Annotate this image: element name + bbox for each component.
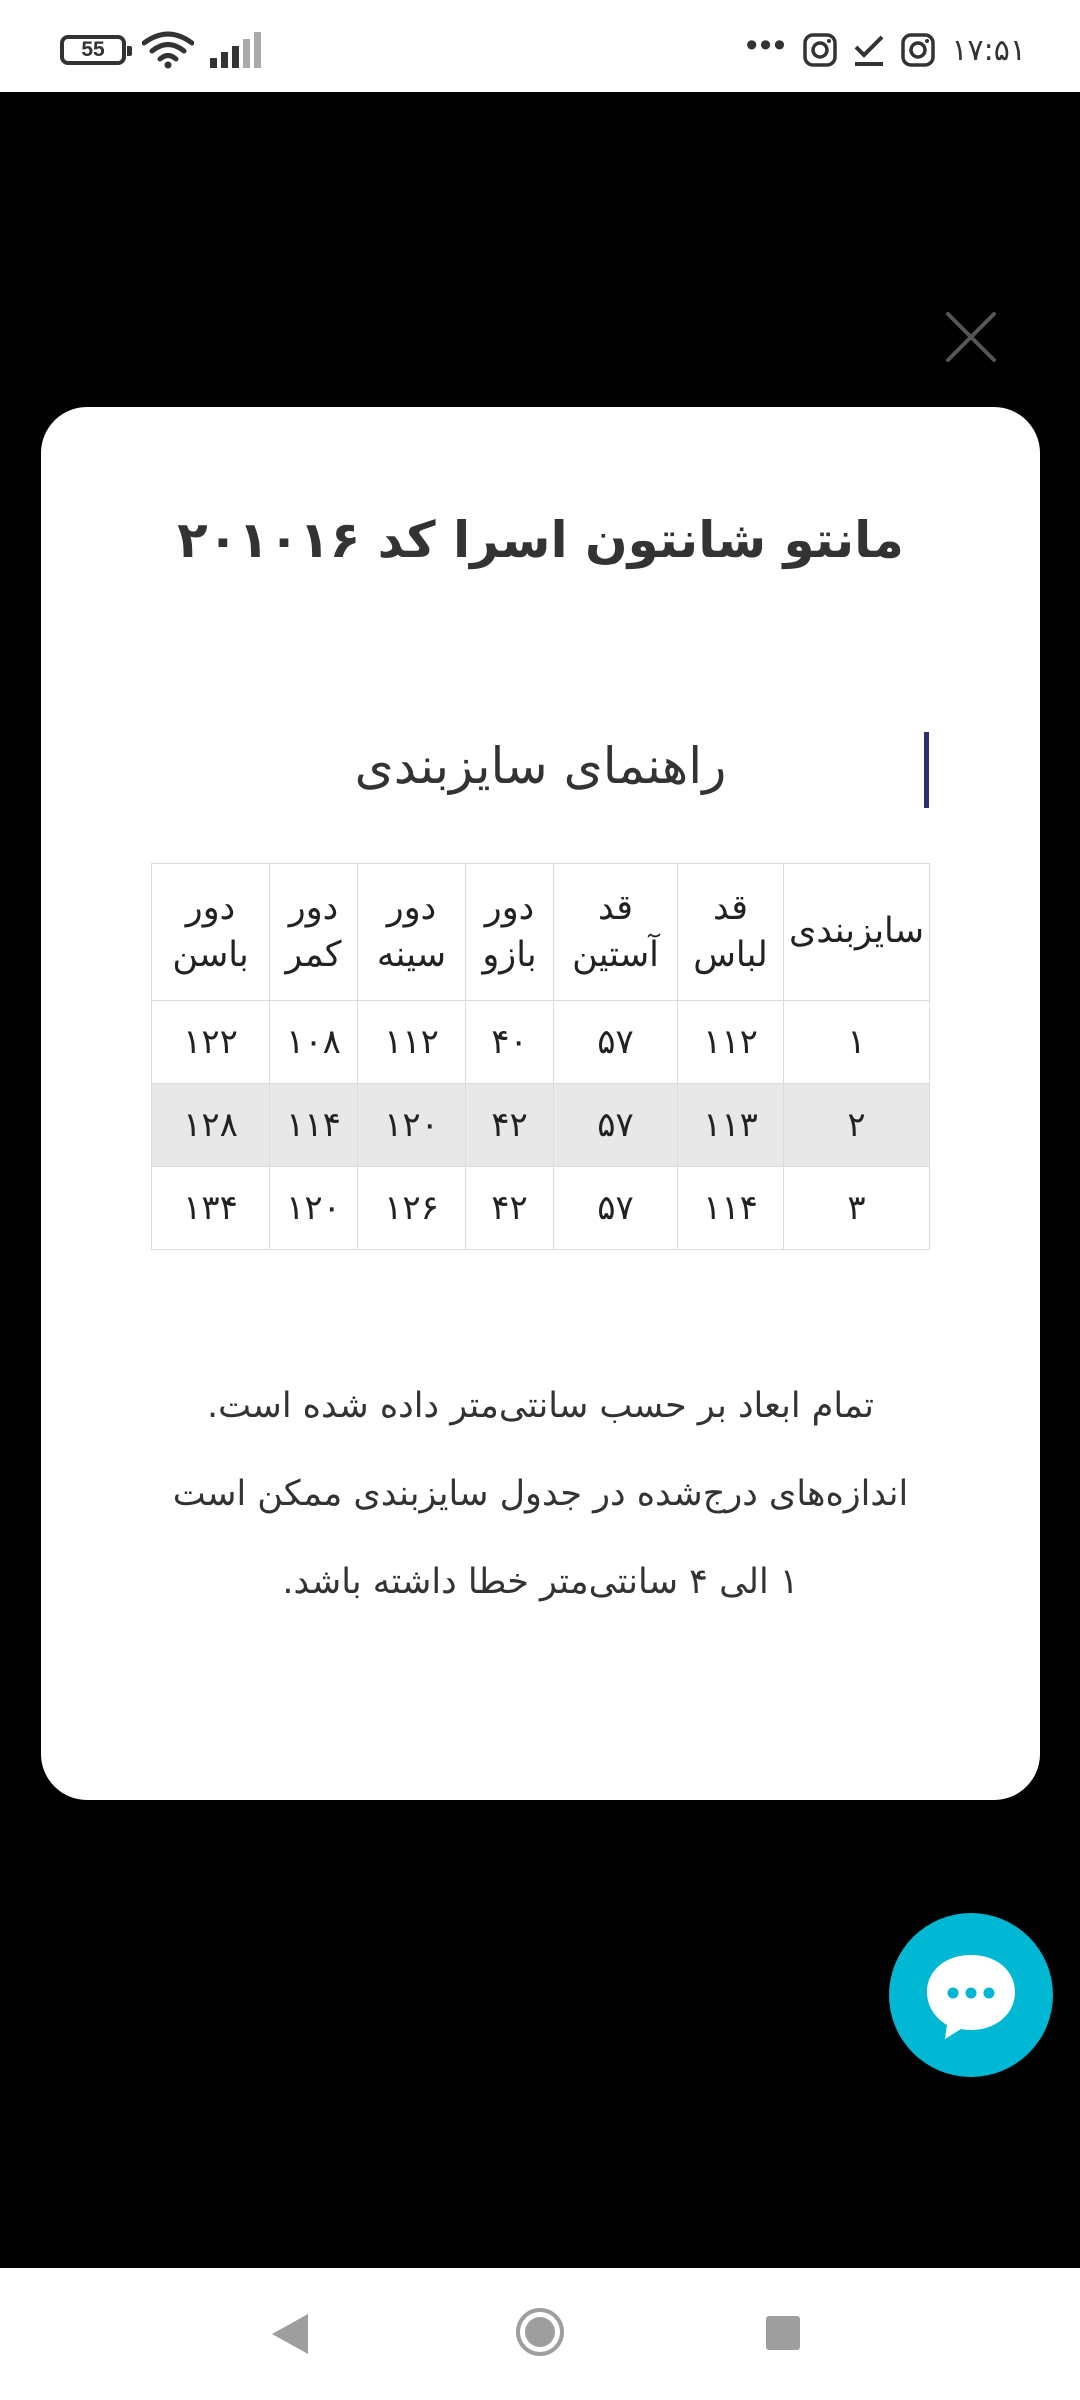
table-header: دور سینه [358, 864, 466, 1001]
home-icon[interactable] [514, 2306, 566, 2358]
table-cell: ۵۷ [554, 1084, 678, 1167]
back-icon[interactable] [270, 2312, 310, 2356]
table-cell: ۱۱۲ [358, 1001, 466, 1084]
battery-level: 55 [81, 38, 105, 61]
table-row [152, 1167, 930, 1250]
size-guide-heading: راهنمای سایزبندی [354, 737, 727, 795]
table-header: دور باسن [152, 864, 270, 1001]
table-cell: ۱۳۴ [152, 1167, 270, 1250]
table-cell: ۱۱۲ [678, 1001, 784, 1084]
table-cell: ۱۲۸ [152, 1084, 270, 1167]
table-row [152, 1084, 930, 1167]
status-left [60, 30, 264, 70]
overflow-dots: ••• [745, 26, 788, 64]
table-cell: ۱۱۴ [270, 1084, 358, 1167]
wifi-icon [142, 31, 194, 69]
table-cell: ۵۷ [554, 1167, 678, 1250]
instagram-icon [901, 33, 935, 67]
table-cell: ۱ [784, 1001, 930, 1084]
table-cell: ۱۱۳ [678, 1084, 784, 1167]
table-cell: ۳ [784, 1167, 930, 1250]
table-cell: ۵۷ [554, 1001, 678, 1084]
table-cell: ۱۲۰ [270, 1167, 358, 1250]
table-cell: ۱۲۰ [358, 1084, 466, 1167]
system-nav-bar [0, 2268, 1080, 2400]
table-header: دور کمر [270, 864, 358, 1001]
battery-icon [60, 35, 126, 65]
instagram-icon [803, 33, 837, 67]
table-cell: ۴۰ [466, 1001, 554, 1084]
table-cell: ۱۱۴ [678, 1167, 784, 1250]
product-title: مانتو شانتون اسرا کد ۲۰۱۰۱۶ [177, 511, 904, 569]
table-header-row [152, 864, 930, 1001]
note-line-1: تمام ابعاد بر حسب سانتی‌متر داده شده است. [207, 1386, 874, 1426]
size-table [151, 863, 930, 1250]
table-cell: ۱۲۶ [358, 1167, 466, 1250]
table-row [152, 1001, 930, 1084]
table-cell: ۱۰۸ [270, 1001, 358, 1084]
status-bar [0, 0, 1080, 92]
chat-bubble-icon [889, 1913, 1053, 2077]
note-line-3: ۱ الی ۴ سانتی‌متر خطا داشته باشد. [282, 1562, 799, 1602]
chat-button[interactable] [889, 1913, 1053, 2077]
table-cell: ۱۲۲ [152, 1001, 270, 1084]
signal-icon [210, 32, 264, 68]
table-cell: ۴۲ [466, 1084, 554, 1167]
table-header: دور بازو [466, 864, 554, 1001]
close-icon[interactable] [942, 308, 1000, 366]
table-header: قد آستین [554, 864, 678, 1001]
table-cell: ۴۲ [466, 1167, 554, 1250]
table-header: قد لباس [678, 864, 784, 1001]
size-guide-modal [41, 407, 1040, 1800]
status-right [745, 26, 1026, 70]
recent-apps-icon[interactable] [766, 2316, 800, 2350]
clock: ۱۷:۵۱ [951, 32, 1026, 68]
table-cell: ۲ [784, 1084, 930, 1167]
check-icon [853, 33, 885, 67]
note-line-2: اندازه‌های درج‌شده در جدول سایزبندی ممکن است [172, 1474, 909, 1514]
table-header: سایزبندی [784, 864, 930, 1001]
